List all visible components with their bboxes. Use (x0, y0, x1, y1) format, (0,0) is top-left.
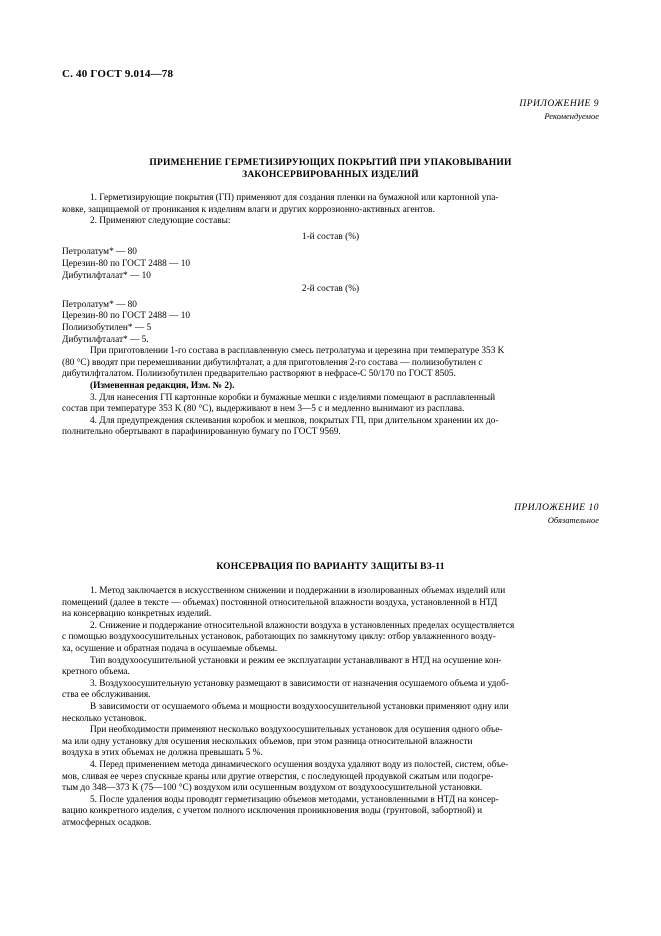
composition-1-item: Петролатум* — 80 (62, 247, 137, 258)
appendix-9-number: ПРИЛОЖЕНИЕ 9 (519, 99, 599, 109)
section-2-text-line: ства ее обслуживания. (62, 690, 151, 701)
section-2-title: КОНСЕРВАЦИЯ ПО ВАРИАНТУ ЗАЩИТЫ ВЗ-11 (216, 562, 445, 572)
appendix-10-number: ПРИЛОЖЕНИЕ 10 (514, 503, 599, 513)
section-2-text-line: В зависимости от осушаемого объема и мощности воздухоосушительной установки применяют одну или (90, 701, 509, 712)
paragraph-2: 2. Применяют следующие составы: (90, 216, 231, 227)
section-2-text-line: 4. Перед применением метода динамического осушения воздуха удаляют воду из полостей, систем, объе- (90, 759, 509, 770)
composition-2-item: Полиизобутилен* — 5 (62, 322, 152, 333)
paragraph-4-line2: состав при температуре 353 K (80 °С), выдерживают в нем 3—5 с и медленно вынимают из расплава. (62, 404, 465, 415)
appendix-10-label (514, 502, 599, 526)
section-1-body (62, 193, 599, 439)
section-2-text-line: ма или одну установку для осушения нескольких объемов, при этом разница относительной влажности (62, 736, 473, 747)
section-2-body (62, 586, 599, 829)
section-2-text-line: 2. Снижение и поддержание относительной влажности воздуха в установленных пределах осуществляется (90, 620, 515, 631)
section-2-text-line: вацию конкретного изделия, с учетом полного исключения проникновения воды (грунтовой, забортной) и (62, 806, 483, 817)
section-1-title-line2: ЗАКОНСЕРВИРОВАННЫХ ИЗДЕЛИЙ (242, 170, 419, 180)
page-header: С. 40 ГОСТ 9.014—78 (62, 68, 174, 80)
paragraph-5-line2: полнительно обертывают в парафинированную бумагу по ГОСТ 9569. (62, 427, 341, 438)
section-2-text-line: с помощью воздухоосушительных установок, работающих по замкнутому циклу: отбор увлажненного возду- (62, 632, 496, 643)
section-2-text-line: несколько установок. (62, 713, 147, 724)
section-2-text-line: на консервацию конкретных изделий. (62, 609, 212, 620)
composition-2-item: Дибутилфталат* — 5. (62, 334, 149, 345)
composition-1-item: Церезин-80 по ГОСТ 2488 — 10 (62, 258, 191, 269)
composition-1-list (62, 247, 599, 282)
edit-note: (Измененная редакция, Изм. № 2). (90, 380, 235, 391)
composition-2-title: 2-й состав (%) (301, 284, 360, 295)
section-2-text-line: Тип воздухоосушительной установки и режим ее эксплуатации устанавливают в НТД на осушение кон- (90, 655, 502, 666)
section-2-text-line: мов, сливая ее через спускные краны или другие отверстия, с последующей продувкой сжатым или подогре- (62, 771, 494, 782)
section-2-text-line: ха, осушение и обратная подача в осушаемые объемы. (62, 643, 278, 654)
composition-1-title: 1-й состав (%) (301, 231, 360, 242)
paragraph-3-line1: При приготовлении 1-го состава в расплавленную смесь петролатума и церезина при температуре 353 K (90, 346, 505, 357)
section-2-text-line: кретного объема. (62, 667, 130, 678)
paragraph-3-line3: дибутилфталатом. Полиизобутилен предварительно растворяют в нефрасе-С 50/170 по ГОСТ 8505. (62, 369, 456, 380)
section-2-text-line: атмосферных осадков. (62, 817, 152, 828)
section-2-text-line: 1. Метод заключается в искусственном снижении и поддержании в изолированных объемах изделий или (90, 586, 506, 596)
appendix-9-label (519, 98, 599, 122)
section-2-text-line: помещений (далее в тексте — объемах) постоянной относительной влажности воздуха, установленной в НТД (62, 597, 498, 608)
paragraph-5-line1: 4. Для предупреждения склеивания коробок и мешков, покрытых ГП, при длительном хранении их до- (90, 415, 499, 426)
appendix-10-kind: Обязательное (547, 515, 599, 525)
composition-2-item: Петролатум* — 80 (62, 299, 137, 310)
section-2-text-line: При необходимости применяют несколько воздухоосушительных установок для осушения одного объе- (90, 725, 503, 736)
section-2-text-line: тым до 348—373 K (75—100 °С) воздухом или осушенным воздухом от воздухоосушительной установки. (62, 783, 483, 794)
composition-2-item: Церезин-80 по ГОСТ 2488 — 10 (62, 311, 191, 322)
composition-1-item: Дибутилфталат* — 10 (62, 270, 151, 281)
section-1-title-line1: ПРИМЕНЕНИЕ ГЕРМЕТИЗИРУЮЩИХ ПОКРЫТИЙ ПРИ УПАКОВЫВАНИИ (149, 158, 512, 168)
paragraph-4-line1: 3. Для нанесения ГП картонные коробки и бумажные мешки с изделиями помещают в расплавленный (90, 392, 496, 403)
paragraph-3-line2: (80 °С) вводят при перемешивании дибутилфталат, а для приготовления 2-го состава — полиизобутилен с (62, 357, 483, 368)
paragraph-1-line2: ковке, защищаемой от проникания к изделиям влаги и других коррозионно-активных агентов. (62, 204, 435, 215)
composition-2-list (62, 300, 599, 346)
section-2-text-line: воздуха в этих объемах не должна превышать 5 %. (62, 748, 263, 759)
section-2-text-line: 3. Воздухоосушительную установку размещают в зависимости от назначения осушаемого объема и удоб- (90, 678, 509, 689)
section-2-text-line: 5. После удаления воды проводят герметизацию объемов методами, установленными в НТД на консер- (90, 794, 499, 805)
appendix-9-kind: Рекомендуемое (544, 111, 599, 121)
section-1-title (62, 157, 599, 181)
paragraph-1-line1: 1. Герметизирующие покрытия (ГП) применяют для создания пленки на бумажной или картонной упа- (90, 193, 499, 203)
